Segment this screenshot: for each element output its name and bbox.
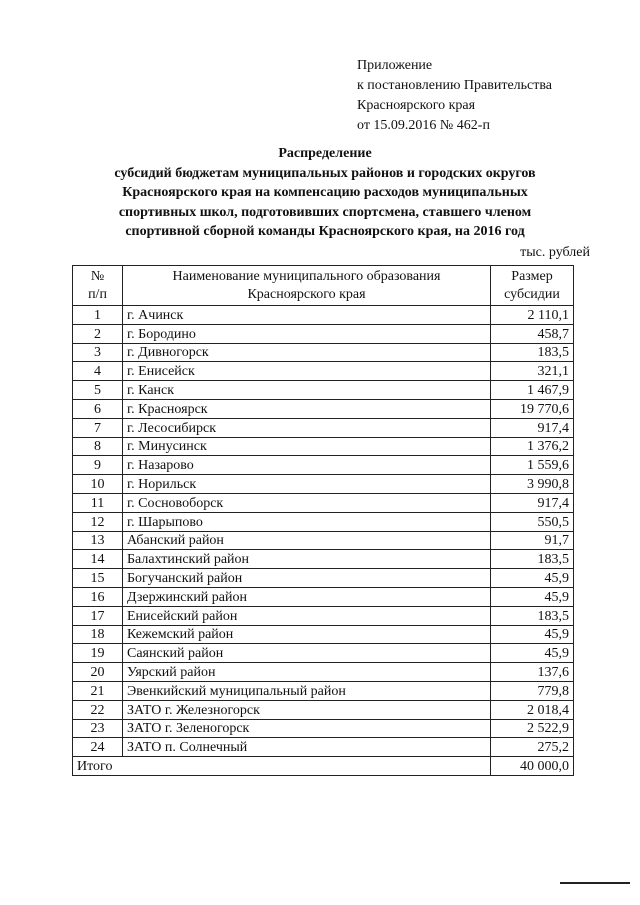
table-row — [73, 475, 574, 494]
row-number: 3 — [73, 343, 123, 362]
row-number: 11 — [73, 493, 123, 512]
header-amount-line1: Размер — [511, 268, 553, 284]
table-row — [73, 531, 574, 550]
row-amount: 779,8 — [491, 681, 574, 700]
appendix-note — [357, 56, 627, 136]
total-row — [73, 757, 574, 776]
title-heading: Распределение — [278, 146, 372, 161]
table-row — [73, 681, 574, 700]
row-name: Абанский район — [123, 531, 491, 550]
row-amount: 275,2 — [491, 738, 574, 757]
row-amount: 45,9 — [491, 569, 574, 588]
table-row — [73, 644, 574, 663]
table-row — [73, 625, 574, 644]
row-number: 16 — [73, 587, 123, 606]
row-number: 23 — [73, 719, 123, 738]
table-row — [73, 569, 574, 588]
row-name: ЗАТО г. Железногорск — [123, 700, 491, 719]
table-row — [73, 399, 574, 418]
table-body — [73, 306, 574, 757]
header-name — [123, 266, 491, 306]
row-amount: 3 990,8 — [491, 475, 574, 494]
row-name: г. Норильск — [123, 475, 491, 494]
row-number: 21 — [73, 681, 123, 700]
row-number: 1 — [73, 306, 123, 325]
subsidies-table — [72, 265, 574, 776]
row-name: г. Шарыпово — [123, 512, 491, 531]
header-amount-line2: субсидии — [504, 286, 560, 302]
row-number: 14 — [73, 550, 123, 569]
row-amount: 917,4 — [491, 493, 574, 512]
appendix-line: Приложение — [357, 58, 433, 73]
row-number: 8 — [73, 437, 123, 456]
document-title — [60, 144, 590, 242]
row-amount: 137,6 — [491, 663, 574, 682]
row-amount: 183,5 — [491, 550, 574, 569]
row-amount: 1 376,2 — [491, 437, 574, 456]
table-row — [73, 606, 574, 625]
table-row — [73, 306, 574, 325]
table-row — [73, 343, 574, 362]
table-row — [73, 381, 574, 400]
appendix-line: Красноярского края — [357, 98, 476, 113]
row-amount: 45,9 — [491, 587, 574, 606]
row-name: г. Назарово — [123, 456, 491, 475]
row-name: г. Бородино — [123, 324, 491, 343]
header-num-line2: п/п — [88, 286, 107, 302]
table-row — [73, 550, 574, 569]
row-name: г. Лесосибирск — [123, 418, 491, 437]
title-line: спортивной сборной команды Красноярского края, на 2016 год — [125, 224, 525, 239]
row-number: 15 — [73, 569, 123, 588]
row-number: 13 — [73, 531, 123, 550]
table-row — [73, 512, 574, 531]
row-number: 2 — [73, 324, 123, 343]
row-name: ЗАТО г. Зеленогорск — [123, 719, 491, 738]
row-number: 5 — [73, 381, 123, 400]
table-row — [73, 456, 574, 475]
row-amount: 1 559,6 — [491, 456, 574, 475]
table-row — [73, 418, 574, 437]
row-name: Саянский район — [123, 644, 491, 663]
title-line: субсидий бюджетам муниципальных районов и городских округов — [114, 165, 536, 181]
row-name: г. Канск — [123, 381, 491, 400]
header-name-line2: Красноярского края — [247, 286, 366, 302]
table-row — [73, 493, 574, 512]
table-row — [73, 738, 574, 757]
row-amount: 1 467,9 — [491, 381, 574, 400]
row-name: Эвенкийский муниципальный район — [123, 681, 491, 700]
row-amount: 45,9 — [491, 625, 574, 644]
row-name: г. Дивногорск — [123, 343, 491, 362]
row-number: 18 — [73, 625, 123, 644]
table-row — [73, 362, 574, 381]
total-label: Итого — [73, 757, 491, 776]
row-name: г. Сосновоборск — [123, 493, 491, 512]
row-amount: 19 770,6 — [491, 399, 574, 418]
row-number: 9 — [73, 456, 123, 475]
table-header-row — [73, 266, 574, 306]
row-amount: 45,9 — [491, 644, 574, 663]
row-name: Балахтинский район — [123, 550, 491, 569]
row-name: Дзержинский район — [123, 587, 491, 606]
row-amount: 183,5 — [491, 606, 574, 625]
row-number: 6 — [73, 399, 123, 418]
row-name: г. Красноярск — [123, 399, 491, 418]
units-label: тыс. рублей — [520, 245, 590, 260]
table-row — [73, 700, 574, 719]
title-line: Красноярского края на компенсацию расходов муниципальных — [122, 185, 528, 200]
row-name: г. Ачинск — [123, 306, 491, 325]
row-number: 4 — [73, 362, 123, 381]
row-number: 10 — [73, 475, 123, 494]
row-number: 19 — [73, 644, 123, 663]
total-amount: 40 000,0 — [491, 757, 574, 776]
table-row — [73, 663, 574, 682]
table-row — [73, 324, 574, 343]
row-amount: 2 522,9 — [491, 719, 574, 738]
row-amount: 550,5 — [491, 512, 574, 531]
row-amount: 458,7 — [491, 324, 574, 343]
row-amount: 91,7 — [491, 531, 574, 550]
header-num-line1: № — [90, 268, 105, 284]
header-name-line1: Наименование муниципального образования — [172, 268, 441, 284]
appendix-line: от 15.09.2016 № 462-п — [357, 118, 490, 133]
page-edge-mark — [560, 882, 630, 884]
row-name: Богучанский район — [123, 569, 491, 588]
table-row — [73, 437, 574, 456]
row-amount: 2 018,4 — [491, 700, 574, 719]
row-name: Кежемский район — [123, 625, 491, 644]
row-number: 24 — [73, 738, 123, 757]
row-amount: 321,1 — [491, 362, 574, 381]
table-row — [73, 587, 574, 606]
row-amount: 2 110,1 — [491, 306, 574, 325]
title-line: спортивных школ, подготовивших спортсмена, ставшего членом — [118, 204, 532, 220]
row-name: ЗАТО п. Солнечный — [123, 738, 491, 757]
header-num — [73, 266, 123, 306]
row-number: 22 — [73, 700, 123, 719]
row-number: 20 — [73, 663, 123, 682]
row-number: 12 — [73, 512, 123, 531]
row-name: г. Минусинск — [123, 437, 491, 456]
row-number: 17 — [73, 606, 123, 625]
row-amount: 183,5 — [491, 343, 574, 362]
row-name: г. Енисейск — [123, 362, 491, 381]
row-amount: 917,4 — [491, 418, 574, 437]
row-number: 7 — [73, 418, 123, 437]
row-name: Енисейский район — [123, 606, 491, 625]
table-row — [73, 719, 574, 738]
row-name: Уярский район — [123, 663, 491, 682]
appendix-line: к постановлению Правительства — [357, 78, 553, 93]
header-amount — [491, 266, 574, 306]
